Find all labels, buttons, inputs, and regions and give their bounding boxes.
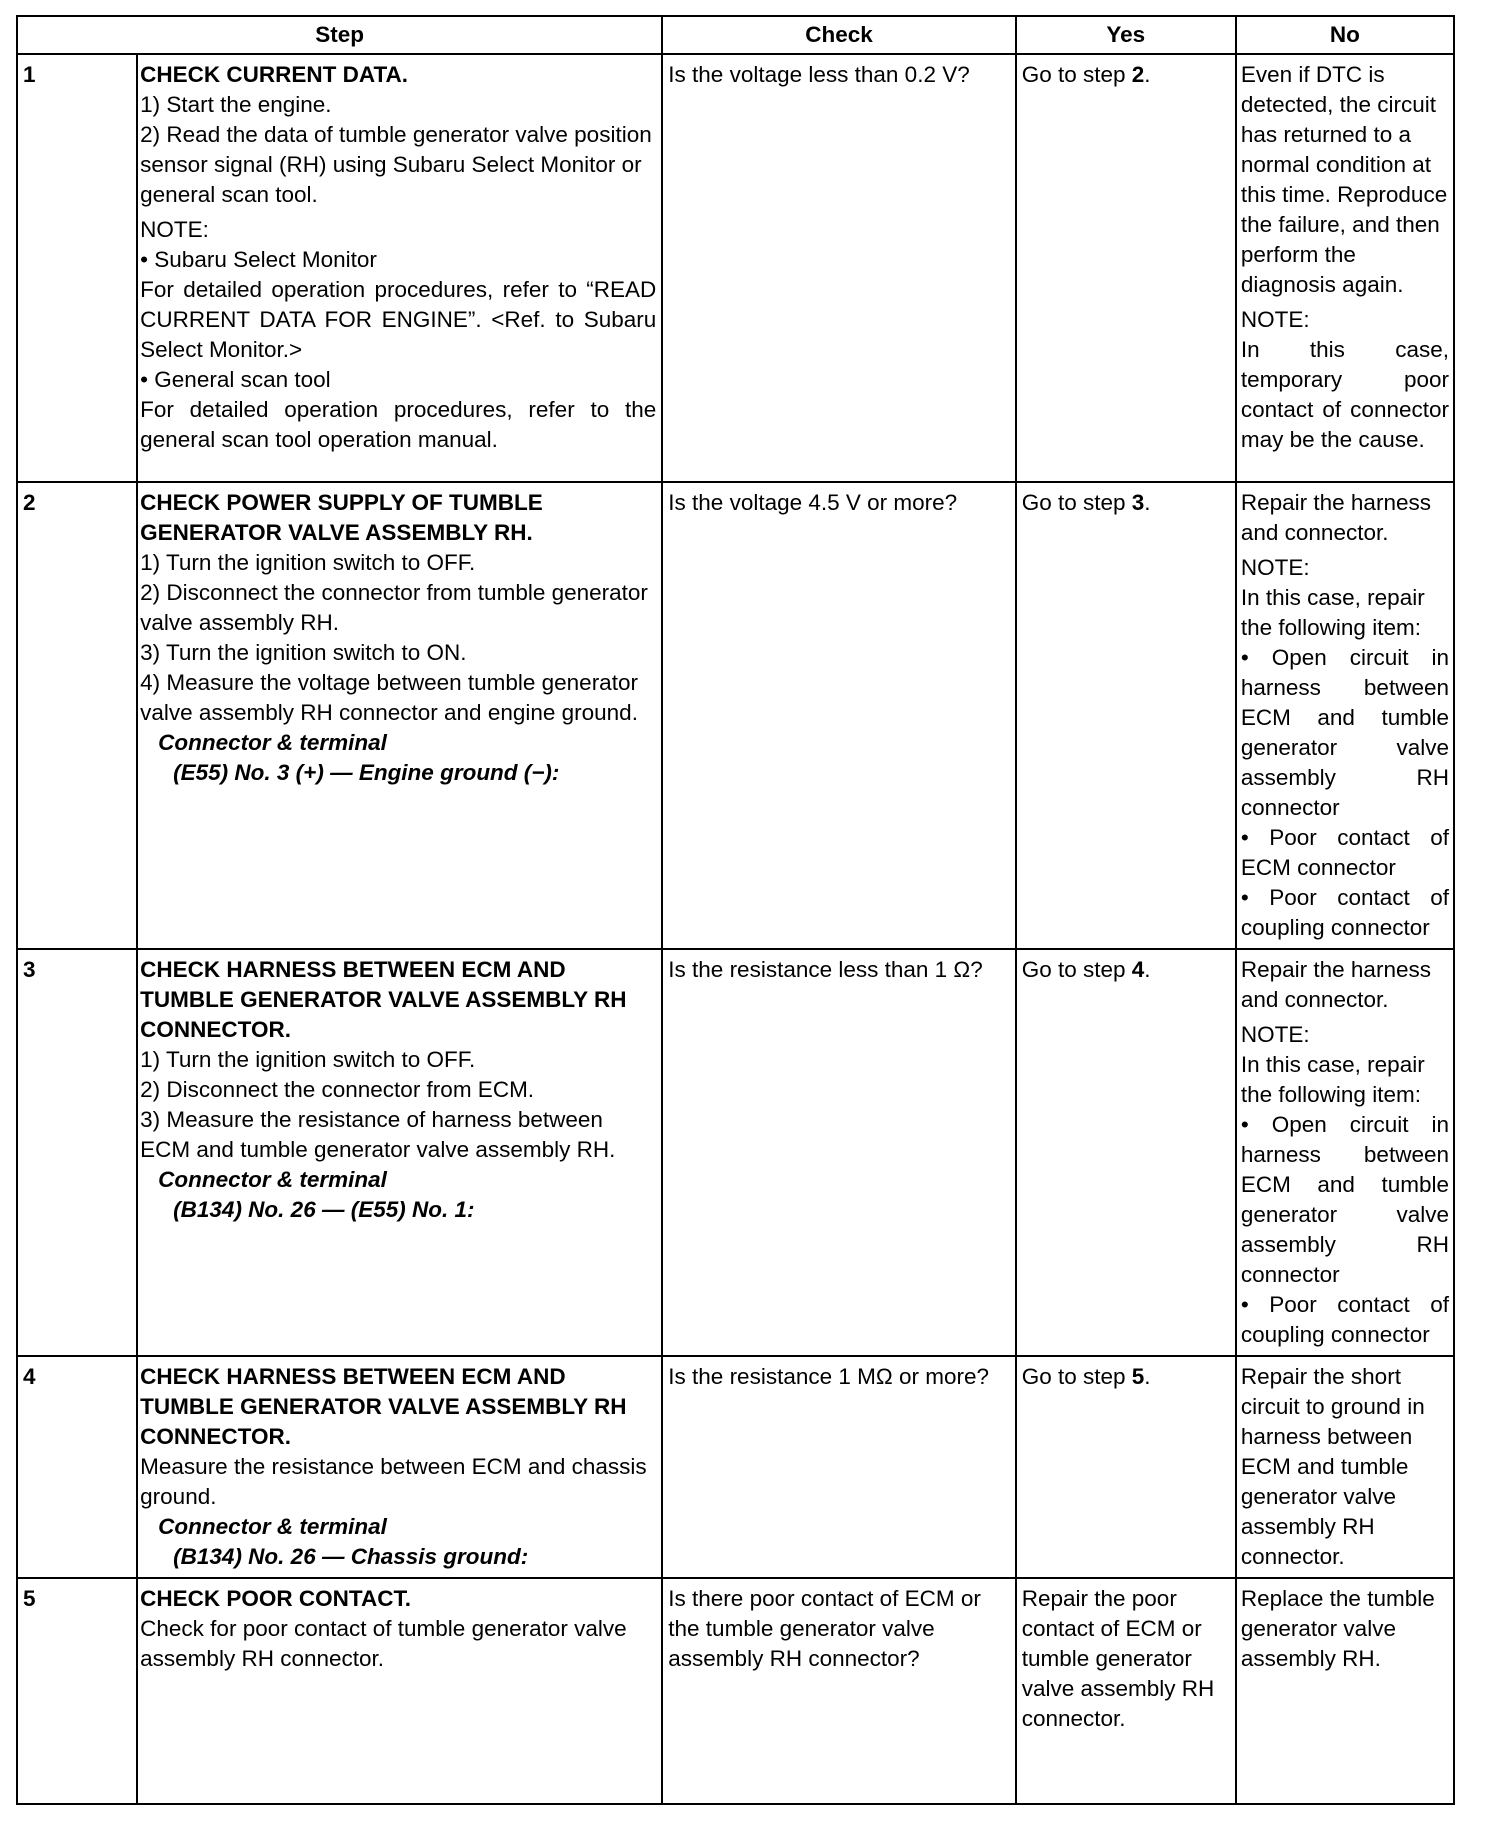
step-number: 4 — [17, 1356, 137, 1578]
yes-text: Go to step — [1021, 490, 1132, 515]
step-line: 3) Turn the ignition switch to ON. — [140, 640, 467, 665]
check-cell: Is there poor contact of ECM or the tumble generator valve assembly RH connector? — [662, 1578, 1015, 1804]
no-cell: Repair the short circuit to ground in harness between ECM and tumble generator valve assembly RH connector. — [1236, 1356, 1454, 1578]
table-row — [17, 54, 1454, 482]
step-title: CHECK POOR CONTACT. — [140, 1586, 411, 1611]
step-line: 1) Start the engine. — [140, 92, 332, 117]
yes-step-ref: 5 — [1131, 1364, 1145, 1389]
connector-label: Connector & terminal — [158, 1167, 387, 1192]
diagnostic-procedure-table — [16, 15, 1455, 1805]
no-cell — [1236, 482, 1454, 949]
step-line: 1) Turn the ignition switch to OFF. — [140, 1047, 476, 1072]
step-number: 1 — [17, 54, 137, 482]
table-row — [17, 1578, 1454, 1804]
note-label: NOTE: — [140, 217, 209, 242]
yes-cell: Repair the poor contact of ECM or tumble generator valve assembly RH connector. — [1016, 1578, 1236, 1804]
no-text: Repair the harness and connector. — [1240, 957, 1431, 1012]
table-row — [17, 949, 1454, 1356]
yes-cell — [1016, 1356, 1236, 1578]
no-note-text: In this case, repair the following item: — [1240, 1052, 1425, 1107]
step-line: Check for poor contact of tumble generator valve assembly RH connector. — [140, 1616, 627, 1671]
yes-step-ref: 2 — [1131, 62, 1145, 87]
connector-terminal: (B134) No. 26 — (E55) No. 1: — [173, 1197, 475, 1222]
no-text: Repair the harness and connector. — [1240, 490, 1431, 545]
step-line: 2) Read the data of tumble generator valve position sensor signal (RH) using Subaru Select Monitor or general scan tool. — [140, 122, 652, 207]
step-instructions — [137, 54, 662, 482]
step-instructions — [137, 949, 662, 1356]
no-item: • Open circuit in harness between ECM and tumble generator valve assembly RH connector — [1240, 1112, 1449, 1287]
no-note-text: In this case, temporary poor contact of connector may be the cause. — [1240, 337, 1449, 452]
yes-suffix: . — [1144, 62, 1151, 87]
yes-cell — [1016, 482, 1236, 949]
header-yes: Yes — [1016, 16, 1236, 54]
header-no: No — [1236, 16, 1454, 54]
yes-text: Go to step — [1021, 957, 1132, 982]
connector-label: Connector & terminal — [158, 730, 387, 755]
no-item: • Poor contact of ECM connector — [1240, 825, 1449, 880]
no-note-label: NOTE: — [1240, 1022, 1310, 1047]
step-number: 2 — [17, 482, 137, 949]
yes-suffix: . — [1144, 1364, 1151, 1389]
step-title: CHECK HARNESS BETWEEN ECM AND TUMBLE GENERATOR VALVE ASSEMBLY RH CONNECTOR. — [140, 957, 627, 1042]
no-item: • Poor contact of coupling connector — [1240, 885, 1449, 940]
note-bullet: • Subaru Select Monitor — [140, 247, 377, 272]
header-check: Check — [662, 16, 1015, 54]
step-number: 5 — [17, 1578, 137, 1804]
step-instructions — [137, 1356, 662, 1578]
step-line: 4) Measure the voltage between tumble generator valve assembly RH connector and engine ground. — [140, 670, 638, 725]
yes-step-ref: 3 — [1131, 490, 1145, 515]
step-line: 1) Turn the ignition switch to OFF. — [140, 550, 476, 575]
header-row — [17, 16, 1454, 54]
check-cell: Is the voltage 4.5 V or more? — [662, 482, 1015, 949]
note-text: For detailed operation procedures, refer to “READ CURRENT DATA FOR ENGINE”. <Ref. to Subaru Select Monitor.> — [140, 277, 657, 362]
no-note-label: NOTE: — [1240, 307, 1310, 332]
step-title: CHECK HARNESS BETWEEN ECM AND TUMBLE GENERATOR VALVE ASSEMBLY RH CONNECTOR. — [140, 1364, 627, 1449]
step-instructions — [137, 482, 662, 949]
no-text: Even if DTC is detected, the circuit has returned to a normal condition at this time. Reproduce the failure, and then perform the diagnosis again. — [1240, 62, 1448, 297]
step-title: CHECK CURRENT DATA. — [140, 62, 409, 87]
connector-label: Connector & terminal — [158, 1514, 387, 1539]
table-row — [17, 1356, 1454, 1578]
check-cell: Is the voltage less than 0.2 V? — [662, 54, 1015, 482]
step-line: Measure the resistance between ECM and chassis ground. — [140, 1454, 647, 1509]
no-item: • Poor contact of coupling connector — [1240, 1292, 1449, 1347]
step-title: CHECK POWER SUPPLY OF TUMBLE GENERATOR VALVE ASSEMBLY RH. — [140, 490, 543, 545]
no-note-label: NOTE: — [1240, 555, 1310, 580]
no-cell — [1236, 54, 1454, 482]
step-line: 2) Disconnect the connector from tumble generator valve assembly RH. — [140, 580, 648, 635]
yes-step-ref: 4 — [1131, 957, 1145, 982]
note-text: For detailed operation procedures, refer to the general scan tool operation manual. — [140, 397, 657, 452]
yes-cell — [1016, 54, 1236, 482]
connector-terminal: (E55) No. 3 (+) — Engine ground (−): — [173, 760, 560, 785]
table-row — [17, 482, 1454, 949]
yes-suffix: . — [1144, 490, 1151, 515]
yes-cell — [1016, 949, 1236, 1356]
yes-text: Go to step — [1021, 1364, 1132, 1389]
note-bullet: • General scan tool — [140, 367, 331, 392]
yes-suffix: . — [1144, 957, 1151, 982]
no-cell: Replace the tumble generator valve assembly RH. — [1236, 1578, 1454, 1804]
connector-terminal: (B134) No. 26 — Chassis ground: — [173, 1544, 529, 1569]
yes-text: Go to step — [1021, 62, 1132, 87]
header-step: Step — [17, 16, 662, 54]
step-instructions — [137, 1578, 662, 1804]
no-cell — [1236, 949, 1454, 1356]
no-note-text: In this case, repair the following item: — [1240, 585, 1425, 640]
check-cell: Is the resistance 1 MΩ or more? — [662, 1356, 1015, 1578]
no-item: • Open circuit in harness between ECM and tumble generator valve assembly RH connector — [1240, 645, 1449, 820]
step-number: 3 — [17, 949, 137, 1356]
step-line: 2) Disconnect the connector from ECM. — [140, 1077, 535, 1102]
check-cell: Is the resistance less than 1 Ω? — [662, 949, 1015, 1356]
step-line: 3) Measure the resistance of harness between ECM and tumble generator valve assembly RH. — [140, 1107, 616, 1162]
